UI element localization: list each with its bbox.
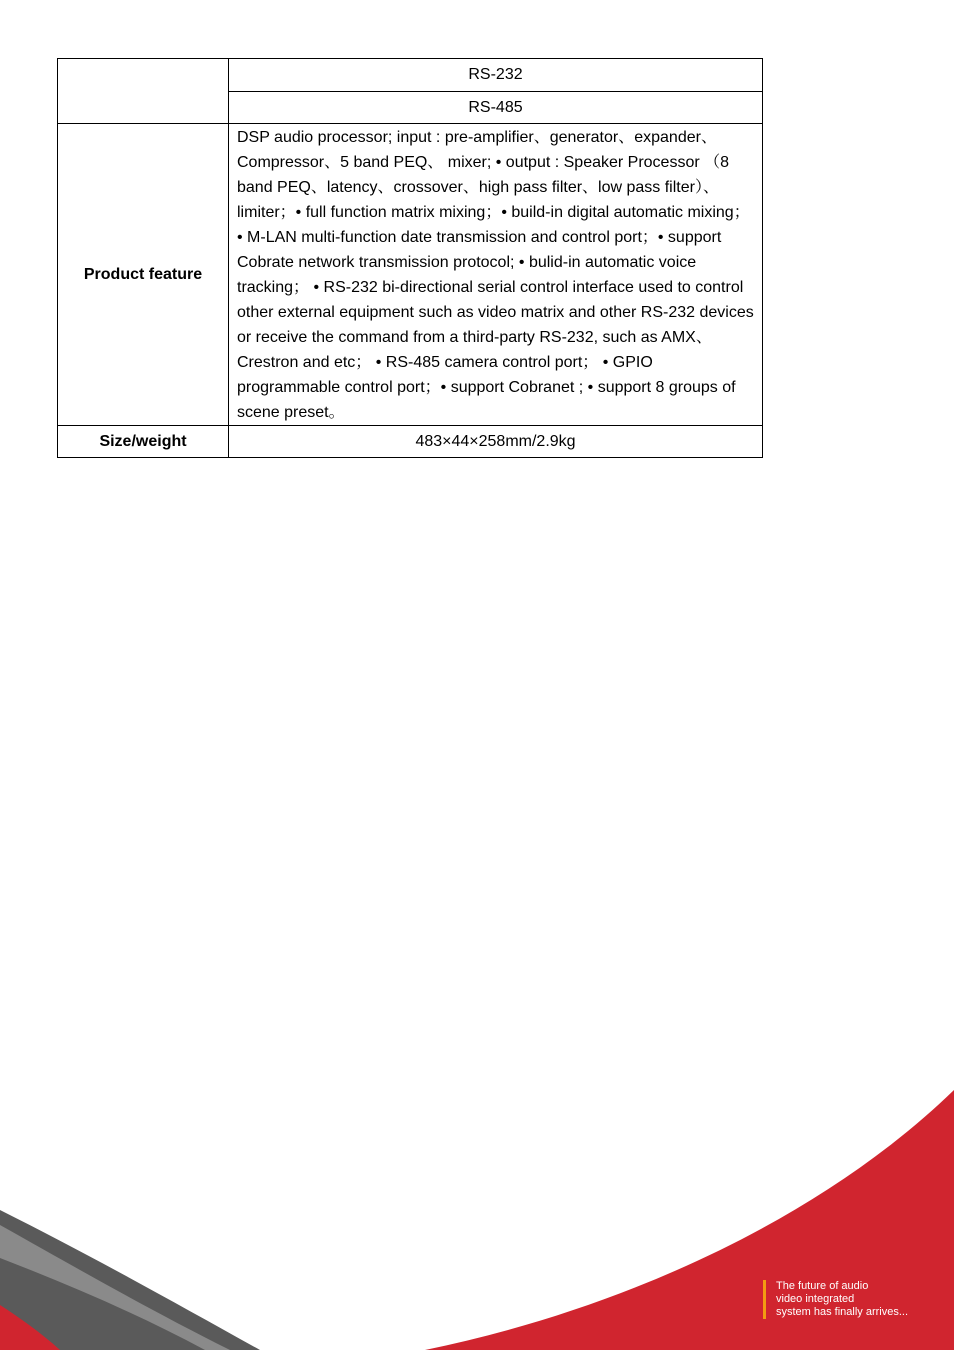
rs485-value: RS-485 [229, 92, 763, 124]
rs232-value: RS-232 [229, 59, 763, 92]
size-weight-label: Size/weight [58, 426, 229, 458]
size-weight-value: 483×44×258mm/2.9kg [229, 426, 763, 458]
product-feature-label: Product feature [58, 124, 229, 426]
tagline-line: The future of audio [776, 1280, 869, 1292]
tagline-line: system has finally arrives... [776, 1306, 909, 1318]
grey-swoosh [0, 1210, 260, 1350]
footer-tagline [763, 1280, 908, 1319]
tagline-line: video integrated [776, 1293, 855, 1305]
product-feature-value: DSP audio processor; input : pre-amplifier、generator、expander、Compressor、5 band PEQ、 mixer; • output : Speaker Processor （8 band PEQ、latency、crossover、high pass filter、low pass filter）、limiter；• full function matrix mixing；• build-in digital automatic mixing； • M-LAN multi-function date transmission and control port；• support Cobrate network transmission protocol; • bulid-in automatic voice tracking； • RS-232 bi-directional serial control interface used to control other external equipment such as video matrix and other RS-232 devices or receive the command from a third-party RS-232, such as AMX、Crestron and etc； • RS-485 camera control port； • GPIO programmable control port；• support Cobranet ; • support 8 groups of scene preset。 [229, 124, 763, 426]
